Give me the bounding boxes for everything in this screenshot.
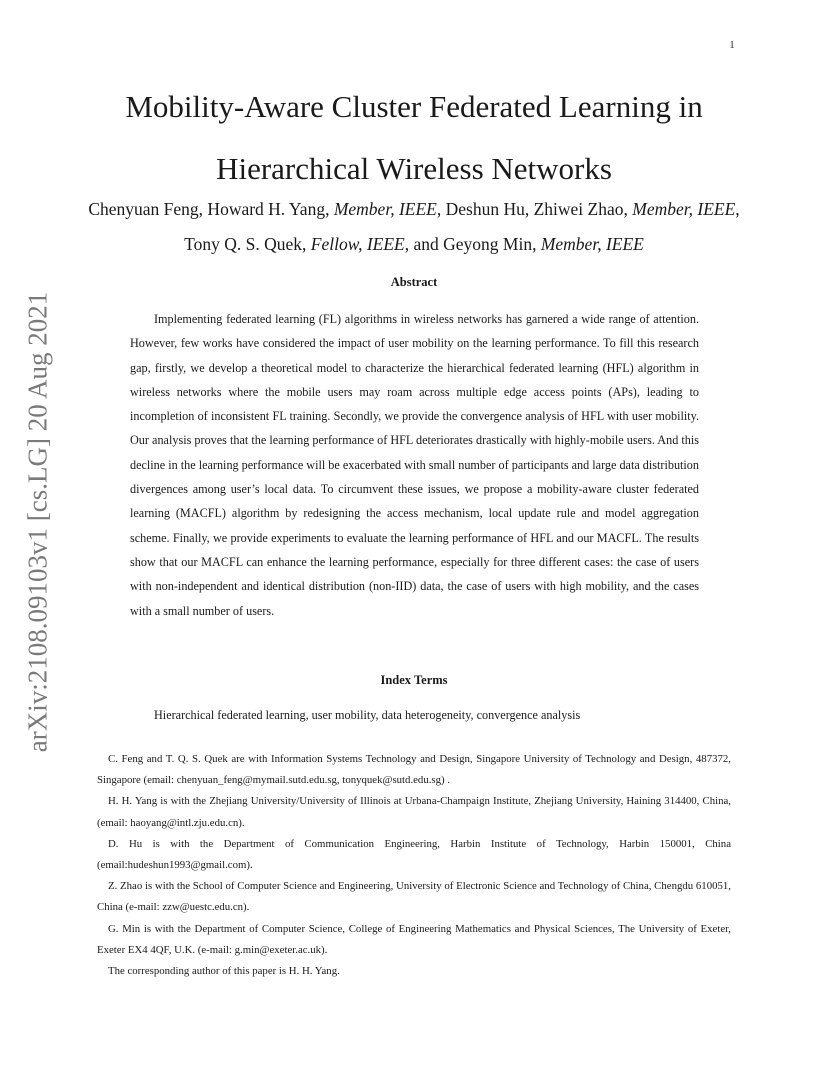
paper-title: Mobility-Aware Cluster Federated Learning in Hierarchical Wireless Networks (125, 89, 703, 186)
footnote-hu: D. Hu is with the Department of Communication Engineering, Harbin Institute of Technology, Harbin 150001, China (email:hudeshun1993@gmail.com). (97, 837, 731, 872)
page-number: 1 (729, 40, 735, 51)
author-role-1: Member, IEEE (333, 199, 437, 219)
author-role-2: Member, IEEE (632, 199, 736, 219)
index-terms-text: Hierarchical federated learning, user mobility, data heterogeneity, convergence analysis (154, 708, 581, 722)
affiliation-footnotes (97, 749, 731, 982)
footnote-corresponding-author: The corresponding author of this paper is H. H. Yang. (108, 965, 340, 978)
footnote-yang: H. H. Yang is with the Zhejiang University/University of Illinois at Urbana-Champaign Institute, Zhejiang University, Haining 314400, China, (email: haoyang@intl.zju.edu.cn). (97, 795, 731, 829)
footnote-feng-quek: C. Feng and T. Q. S. Quek are with Information Systems Technology and Design, Singapore University of Technology and Design, 487372, Singapore (email: chenyuan_feng@mymail.sutd.edu.sg, tonyquek@sutd.edu.sg) . (97, 753, 731, 787)
abstract-text: Implementing federated learning (FL) algorithms in wireless networks has garnered a wide range of attention. However, few works have considered the impact of user mobility on the learning performance. To fill this research gap, firstly, we develop a theoretical model to characterize the hierarchical federated learning (HFL) algorithm in wireless networks where the mobile users may roam across multiple edge access points (APs), leading to incompletion of inconsistent FL training. Secondly, we provide the convergence analysis of HFL with user mobility. Our analysis proves that the learning performance of HFL deteriorates drastically with highly-mobile users. And this decline in the learning performance will be exacerbated with small number of participants and large data distribution divergences among user’s local data. To circumvent these issues, we propose a mobility-aware cluster federated learning (MACFL) algorithm by redesigning the access mechanism, local update rule and model aggregation scheme. Finally, we provide experiments to evaluate the learning performance of HFL and our MACFL. The results show that our MACFL can enhance the learning performance, especially for three different cases: the case of users with non-independent and identical distribution (non-IID) data, the case of users with high mobility, and the cases with a small number of users. (130, 312, 699, 618)
author-names-1: Chenyuan Feng, Howard H. Yang, (88, 199, 334, 219)
author-role-3: Fellow, IEEE (310, 234, 405, 254)
author-list (76, 192, 752, 262)
author-role-4: Member, IEEE (540, 234, 644, 254)
abstract-heading: Abstract (390, 275, 438, 289)
author-names-2: , Deshun Hu, Zhiwei Zhao, (436, 199, 633, 219)
author-names-4: , and Geyong Min, (404, 234, 541, 254)
footnote-zhao: Z. Zhao is with the School of Computer Science and Engineering, University of Electronic Science and Technology of China, Chengdu 610051, China (e-mail: zzw@uestc.edu.cn). (97, 880, 731, 914)
index-terms-heading: Index Terms (380, 673, 448, 687)
arxiv-identifier-stamp[interactable]: arXiv:2108.09103v1 [cs.LG] 20 Aug 2021 (22, 291, 53, 753)
footnote-min: G. Min is with the Department of Computer Science, College of Engineering Mathematics and Physical Sciences, The University of Exeter, Exeter EX4 4QF, U.K. (e-mail: g.min@exeter.ac.uk). (97, 922, 731, 956)
author-names-3: , Tony Q. S. Quek, (184, 199, 740, 254)
